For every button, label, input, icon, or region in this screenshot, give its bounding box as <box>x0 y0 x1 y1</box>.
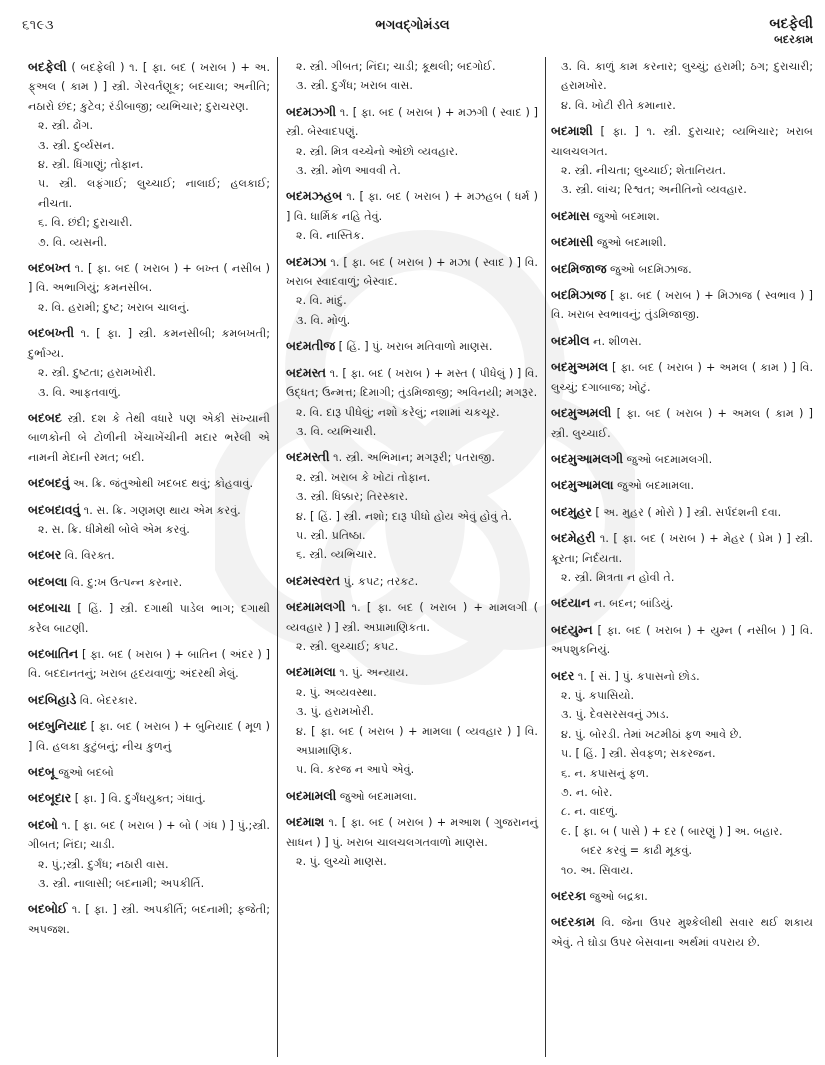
entry-definition <box>551 475 813 495</box>
dictionary-entry <box>286 252 538 331</box>
dictionary-entry <box>28 899 270 939</box>
dictionary-entry <box>286 812 538 871</box>
dictionary-entry <box>551 285 813 325</box>
entry-definition <box>28 716 270 756</box>
dictionary-entry <box>28 716 270 756</box>
entry-definition <box>28 473 270 493</box>
entry-text: જુઓ બદમામલગી. <box>626 452 713 466</box>
dictionary-entry <box>551 357 813 397</box>
entry-headword: બદમામલગી <box>286 599 346 615</box>
entry-headword: બદરકા <box>551 888 587 904</box>
entry-sense: ૨. સ્ત્રી. ઢોંગ. <box>38 119 94 133</box>
entry-headword: બદબદ <box>28 409 62 425</box>
entry-text: વિ. જેના ઉપર મુશ્કેલીથી સવાર થઈ શકાય એવું. તે ઘોડા ઉપર બેસવાના અર્થમાં વપરાય છે. <box>551 916 813 949</box>
entry-text: જુઓ બદ્રકા. <box>589 890 648 904</box>
entry-sense: ૩. પું. હરામખોરી. <box>296 705 374 719</box>
dictionary-entry <box>28 258 270 317</box>
entry-sense: ૨. સ્ત્રી. ગીબત; નિંદા; ચાડી; કૂથલી; બદગોઈ. <box>296 60 496 73</box>
entry-definition <box>286 186 538 226</box>
entry-text: ૧. [ સં. ] પું. કપાસનો છોડ. <box>577 669 700 683</box>
entry-headword: બદબુનિયાદ <box>28 718 87 734</box>
entry-headword: બદબદવું <box>28 475 70 491</box>
entry-sense: ૨. સ્ત્રી. ખરાબ કે ખોટાં તોફાન. <box>296 470 431 484</box>
entry-sense: ૯. [ ફા. બ ( પાસે ) + દર ( બારણું ) ] અ. બહાર. <box>561 824 783 838</box>
entry-definition <box>286 597 538 637</box>
entry-headword: બદમુહર <box>551 503 592 519</box>
entry-sense: ૨. સ્ત્રી. મિત્ર વચ્ચેનો ઓછો વ્યવહાર. <box>296 144 459 158</box>
entry-text: [ હિં. ] પું. ખરાબ મતિવાળો માણસ. <box>338 340 493 354</box>
entry-headword: બદમાસી <box>551 234 594 250</box>
entry-sense: ૨. વિ. નાસ્તિક. <box>296 229 365 243</box>
entry-headword: બદબખ્તી <box>28 325 75 341</box>
entry-headword: બદમામલા <box>286 664 336 680</box>
entry-definition <box>551 121 813 161</box>
dictionary-entry <box>28 473 270 493</box>
entry-headword: બદમિઝાજ <box>551 287 607 303</box>
entry-text: ૧. પું. અન્યાય. <box>339 666 409 680</box>
entry-sense: ૪. [ હિં. ] સ્ત્રી. નશો; દારૂ પીધો હોય એવું હોવું તે. <box>296 509 512 523</box>
entry-sense: ૨. વિ. માંદું. <box>296 294 347 308</box>
entry-headword: બદરકામ <box>551 914 595 930</box>
entry-sense: ૩. સ્ત્રી. દુર્ગંધ; ખરાબ વાસ. <box>296 79 413 93</box>
dictionary-entry <box>28 690 270 710</box>
entry-headword: બદમાશી <box>551 123 593 139</box>
entry-sense: ૨. પું. લુચ્ચો માણસ. <box>296 855 387 869</box>
dictionary-entry <box>28 572 270 592</box>
entry-sense: ૩. વિ. મોળું. <box>296 313 351 327</box>
dictionary-entry <box>551 528 813 587</box>
entry-headword: બદબોઈ <box>28 901 68 917</box>
entry-sense: ૮. ન. વાદળું. <box>561 805 618 819</box>
entry-sense: ૨. સ્ત્રી. લુચ્ચાઈ; કપટ. <box>296 639 399 653</box>
entry-text: ૧. [ ફા. બદ ( ખરાબ ) + મસ્ત ( પીધેલું ) ] વિ. ઉદ્ધત; ઉન્મત્ત; દિમાગી; તુંડમિજાજી; અવિનયી; મગરૂર. <box>286 366 538 400</box>
guide-word-last: બદરકામ <box>774 33 813 46</box>
entry-definition <box>286 252 538 292</box>
entry-text: જુઓ બદમામલા. <box>339 789 417 803</box>
dictionary-entry <box>28 545 270 565</box>
dictionary-entry <box>28 815 270 894</box>
entry-text: [ ફા. ] ૧. સ્ત્રી. દુરાચાર; વ્યભિચાર; ખરાબ ચાલચલગત. <box>551 125 813 158</box>
entry-text: સ્ત્રી. દશ કે તેથી વધારે પણ એકી સંખ્યાની બાળકોની બે ટોળીની ખેંચાખેંચીની મદાર ભરેલી એ નામની મેદાની રમત; બદી. <box>28 411 270 464</box>
dictionary-entry <box>551 259 813 279</box>
entry-text: ૧. [ ફા. બદ ( ખરાબ ) + મામલગી ( વ્યવહાર ) ] સ્ત્રી. અપ્રામાણિકતા. <box>286 601 538 634</box>
dictionary-entry <box>551 403 813 443</box>
entry-definition <box>28 788 270 808</box>
entry-text: ૧. [ ફા. બદ ( ખરાબ ) + બખ્ત ( નસીબ ) ] વિ. અભાગિયું; કમનસીબ. <box>28 262 270 295</box>
entry-definition <box>286 812 538 852</box>
entry-headword: બદમસ્ત <box>286 364 326 380</box>
entry-text: જુઓ બદબો <box>58 766 114 779</box>
entry-sense: ૨. સ્ત્રી. દુષ્ટતા; હરામખોરી. <box>38 366 156 380</box>
page-number: ૬૧૯૩ <box>22 18 55 33</box>
entry-text: [ અ. મુહર ( મોરો ) ] સ્ત્રી. સર્પદંશની દવા. <box>595 505 782 519</box>
dictionary-entry <box>28 788 270 808</box>
entry-definition <box>28 500 270 520</box>
entry-sense: ૪. પું. બોરડી. તેમાં ખટમીઠાં ફળ આવે છે. <box>561 727 742 741</box>
column-1 <box>28 57 270 945</box>
entry-headword: બદબાતિન <box>28 645 79 661</box>
entry-sense: ૩. વિ. વ્યભિચારી. <box>296 424 377 438</box>
entry-headword: બદબૂ <box>28 764 55 779</box>
entry-definition <box>28 644 270 684</box>
entry-sense: ૭. વિ. વ્યસની. <box>38 235 108 249</box>
entry-sense: ૩. સ્ત્રી. લાંચ; રિશ્વત; અનીતિનો વ્યવહાર. <box>561 183 747 197</box>
dictionary-entry <box>551 502 813 522</box>
dictionary-entry <box>551 331 813 351</box>
entry-headword: બદબદાવવું <box>28 501 81 517</box>
entry-text: ૧. [ ફા. બદ ( ખરાબ ) + મઆશ ( ગુજરાનનું સાધન ) ] પું. ખરાબ ચાલચલગતવાળો માણસ. <box>286 816 539 849</box>
dictionary-entry <box>551 206 813 226</box>
entry-definition <box>28 690 270 710</box>
entry-sense: ૧૦. અ. સિવાય. <box>561 863 634 877</box>
entry-headword: બદમુઅમલી <box>551 405 612 421</box>
entry-sense: ૪. સ્ત્રી. ધિંગાણું; તોફાન. <box>38 158 144 172</box>
entry-text: ૧. [ ફા. બદ ( ખરાબ ) + મઝહબ ( ધર્મ ) ] વિ. ધાર્મિક નહિ તેવું. <box>286 190 539 223</box>
dictionary-entry <box>551 886 813 906</box>
dictionary-entry <box>551 121 813 200</box>
dictionary-entry <box>286 571 538 591</box>
entry-headword: બદમઝા <box>286 253 327 269</box>
page-header <box>0 0 825 50</box>
entry-definition <box>551 528 813 568</box>
entry-sense: ૫. સ્ત્રી. પ્રતિષ્ઠા. <box>296 528 366 542</box>
dictionary-entry <box>286 597 538 656</box>
entry-headword: બદમાશ <box>286 814 325 830</box>
entry-text: ૧. [ ફા. ] સ્ત્રી. કમનસીબી; કમબખતી; દુર્ભાગ્ય. <box>28 327 270 360</box>
dictionary-entry <box>28 598 270 638</box>
entry-sense: ૪. વિ. ખોટી રીતે કમાનાર. <box>561 98 676 112</box>
entry-text: જુઓ બદમિઝાજ. <box>610 262 692 276</box>
entry-sense: ૪. [ ફા. બદ ( ખરાબ ) + મામલા ( વ્યવહાર ) ] વિ. અપ્રામાણિક. <box>296 724 538 757</box>
entry-text: ૧. [ ફા. ] સ્ત્રી. અપકીર્તિ; બદનામી; ફજેતી; અપજશ. <box>28 903 270 936</box>
entry-sense: ૩. વિ. કાળું કામ કરનાર; લુચ્ચું; હરામી; ઠગ; દુરાચારી; હરામખોર. <box>561 60 813 93</box>
entry-headword: બદમસ્તી <box>286 449 330 465</box>
entry-text: ૧. [ ફા. બદ ( ખરાબ ) + મેહર ( પ્રેમ ) ] સ્ત્રી. ક્રૂરતા; નિર્દયતા. <box>551 532 813 565</box>
entry-headword: બદમસ્વરત <box>286 572 341 588</box>
column-3 <box>551 57 813 958</box>
entry-headword: બદમઝહબ <box>286 188 343 204</box>
entry-text: ૧. સ. ક્રિ. ગણમણ થાય એમ કરવું. <box>83 503 241 517</box>
entry-text: ન. બદન; બાંડિયું. <box>593 597 674 611</box>
entry-sense: ૫. [ હિં. ] સ્ત્રી. સેવફળ; સકરજન. <box>561 747 716 761</box>
entry-headword: બદબો <box>28 816 58 832</box>
entry-text: ૧. [ ફા. બદ ( ખરાબ ) + મઝગી ( સ્વાદ ) ] સ્ત્રી. બેસ્વાદપણું. <box>286 105 538 139</box>
entry-text: વિ. વિરક્ત. <box>64 549 115 563</box>
dictionary-entry <box>286 662 538 779</box>
entry-headword: બદમામલી <box>286 787 337 803</box>
entry-definition <box>551 886 813 906</box>
entry-headword: બદયાન <box>551 595 591 611</box>
entry-definition <box>28 598 270 638</box>
entry-text: [ ફા. ] વિ. દુર્ગંધયુક્ત; ગંધાતું. <box>74 792 206 806</box>
entry-definition <box>28 762 270 782</box>
column-2 <box>286 57 538 877</box>
entry-sense: ૬. વિ. છંદી; દુરાચારી. <box>38 216 133 230</box>
entry-sense: ૫. સ્ત્રી. લફંગાઈ; લુચ્ચાઈ; નાલાઈ; હલકાઈ; નીચતા. <box>38 177 270 210</box>
entry-headword: બદમીલ <box>551 332 590 348</box>
column-divider <box>545 57 546 1057</box>
entry-definition <box>551 593 813 613</box>
column-divider <box>277 57 278 1057</box>
entry-headword: બદમઝગી <box>286 103 337 119</box>
dictionary-entry <box>28 57 270 252</box>
dictionary-entry <box>28 500 270 540</box>
entry-text: [ ફા. બદ ( ખરાબ ) + બાતિન ( અંદર ) ] વિ. બદદાનતનું; ખરાબ હૃદયવાળું; અંદરથી મેલું. <box>28 647 270 681</box>
entry-headword: બદયુમ્ન <box>551 621 593 637</box>
entry-headword: બદબિહાડે <box>28 691 77 707</box>
entry-sense: ૨. પું. કપાસિયો. <box>561 688 635 702</box>
guide-word-first: બદફેલી <box>769 16 813 32</box>
entry-definition <box>28 408 270 467</box>
dictionary-entry <box>551 912 813 952</box>
entry-sense: ૨. સ. ક્રિ. ધીમેથી બોલે એમ કરવું. <box>38 522 190 536</box>
entry-text: ૧. [ ફા. બદ ( ખરાબ ) + મઝા ( સ્વાદ ) ] વિ. ખરાબ સ્વાદવાળું; બેસ્વાદ. <box>286 255 538 289</box>
dictionary-entry <box>286 447 538 564</box>
entry-headword: બદબખ્ત <box>28 260 71 276</box>
entry-text: ૧. સ્ત્રી. અભિમાન; મગરૂરી; પતરાજી. <box>333 451 495 465</box>
entry-sense: ૨. પું.;સ્ત્રી. દુર્ગંધ; નઠારી વાસ. <box>38 857 169 871</box>
guide-words <box>769 16 813 48</box>
entry-sense: ૩. સ્ત્રી. નાલાસી; બદનામી; અપકીર્તિ. <box>38 877 205 891</box>
entry-text: ૧. [ ફા. બદ ( ખરાબ ) + બો ( ગંધ ) ] પું.;સ્ત્રી. ગીબત; નિંદા; ચાડી. <box>28 818 270 852</box>
entry-definition <box>551 502 813 522</box>
entry-definition <box>551 620 813 660</box>
dictionary-entry <box>286 363 538 442</box>
entry-definition <box>551 666 813 686</box>
entry-text: ( બદફેલી ) ૧. [ ફા. બદ ( ખરાબ ) + અ. ફ્અલ ( કામ ) ] સ્ત્રી. ગેરવર્તણૂક; બદચાલ; અનીતિ; નઠારો છંદ; કુટેવ; રંડીબાજી; વ્યભિચાર; દુરાચરણ. <box>28 61 271 113</box>
entry-text: [ ફા. બદ ( ખરાબ ) + અમલ ( કામ ) ] વિ. લુચ્ચું; દગાબાજ; ખોટું. <box>551 361 814 394</box>
entry-sense: ૨. વિ. હરામી; દુષ્ટ; ખરાબ ચાલનું. <box>38 300 190 314</box>
entry-text: જુઓ બદમામલા. <box>617 479 695 493</box>
dictionary-entry <box>286 786 538 806</box>
book-title: ભગવદ્ગોમંડલ <box>375 18 450 33</box>
entry-definition <box>551 403 813 443</box>
dictionary-entry <box>28 644 270 684</box>
entry-definition <box>286 336 538 356</box>
entry-definition <box>286 786 538 806</box>
entry-definition <box>28 899 270 939</box>
entry-text: અ. ક્રિ. જંતુઓથી ખદબદ થવું; કોહવાવું. <box>73 477 254 491</box>
entry-definition <box>28 57 270 116</box>
dictionary-entry <box>551 475 813 495</box>
entry-headword: બદબૂદાર <box>28 790 72 806</box>
entry-definition <box>551 331 813 351</box>
entry-sense: ૬. ન. કપાસનું ફળ. <box>561 766 649 780</box>
entry-sense: ૫. વિ. કરજ ન આપે એવું. <box>296 763 415 777</box>
entry-definition <box>551 259 813 279</box>
entry-sense: ૩. વિ. આફતવાળું. <box>38 385 121 399</box>
entry-definition <box>28 572 270 592</box>
entry-definition <box>28 258 270 298</box>
dictionary-entry <box>286 336 538 356</box>
entry-text: [ ફા. બદ ( ખરાબ ) + યુમ્ન ( નસીબ ) ] વિ. અપશુકનિયું. <box>551 623 814 657</box>
entry-sense: ૨. સ્ત્રી. મિત્રતા ન હોવી તે. <box>561 570 675 584</box>
entry-headword: બદબર <box>28 547 62 563</box>
entry-sense: ૨. વિ. દારૂ પીધેલું; નશો કરેલું; નશામાં ચકચૂર. <box>296 405 500 419</box>
entry-definition <box>551 232 813 252</box>
entry-definition <box>551 449 813 469</box>
dictionary-entry <box>286 57 538 96</box>
entry-sense: ૭. ન. બોર. <box>561 786 613 799</box>
entry-headword: બદર <box>551 667 575 683</box>
dictionary-columns <box>0 57 825 1057</box>
entry-headword: બદમુઆમલા <box>551 477 614 493</box>
entry-text: [ ફા. બદ ( ખરાબ ) + મિઝાજ ( સ્વભાવ ) ] વિ. ખરાબ સ્વભાવનું; તુંડમિજાજી. <box>551 289 814 322</box>
entry-sense: ૩. સ્ત્રી. દુર્વ્યસન. <box>38 138 115 152</box>
entry-text: વિ. દુ:ખ ઉત્પન્ન કરનાર. <box>70 575 183 589</box>
dictionary-entry <box>551 449 813 469</box>
dictionary-entry <box>551 57 813 115</box>
entry-sense: ૨. પું. અવ્યવસ્થા. <box>296 685 377 699</box>
entry-headword: બદમતીજ <box>286 338 336 354</box>
entry-text: જુઓ બદમાશી. <box>596 236 667 250</box>
dictionary-entry <box>551 666 813 880</box>
dictionary-entry <box>286 186 538 245</box>
entry-sense: ૩. પું. દેવસરસવનું ઝાડ. <box>561 708 670 722</box>
entry-text: [ ફા. બદ ( ખરાબ ) + બુનિયાદ ( મૂળ ) ] વિ. હલકા કુટુંબનું; નીચ કુળનું <box>28 720 270 753</box>
dictionary-entry <box>28 323 270 402</box>
entry-text: પું. કપટ; તરકટ. <box>343 574 419 588</box>
entry-definition <box>286 363 538 403</box>
entry-text: જુઓ બદમાશ. <box>593 209 660 223</box>
entry-definition <box>286 571 538 591</box>
entry-definition <box>286 447 538 467</box>
dictionary-entry <box>28 762 270 782</box>
entry-example: બદર કરવું = કાઢી મૂકવું. <box>581 844 692 858</box>
entry-definition <box>286 662 538 682</box>
entry-text: [ હિં. ] સ્ત્રી. દગાથી પાડેલ ભાગ; દગાથી કરેલ બાટણી. <box>28 602 270 635</box>
entry-sense: ૨. સ્ત્રી. નીચતા; લુચ્ચાઈ; શેતાનિયત. <box>561 164 726 178</box>
entry-definition <box>551 285 813 325</box>
entry-headword: બદમિજાજ <box>551 260 607 276</box>
entry-headword: બદમેહરી <box>551 530 596 546</box>
entry-definition <box>551 912 813 952</box>
entry-sense: ૬. સ્ત્રી. વ્યભિચાર. <box>296 548 377 562</box>
entry-definition <box>28 323 270 363</box>
entry-definition <box>286 102 538 142</box>
dictionary-entry <box>28 408 270 467</box>
entry-definition <box>551 357 813 397</box>
entry-definition <box>551 206 813 226</box>
entry-headword: બદમુઅમલ <box>551 359 608 375</box>
entry-text: [ ફા. બદ ( ખરાબ ) + અમલ ( કામ ) ] સ્ત્રી. લુચ્ચાઈ. <box>551 407 813 440</box>
entry-text: ન. શીળસ. <box>593 334 642 348</box>
entry-definition <box>28 815 270 855</box>
dictionary-entry <box>551 620 813 660</box>
entry-definition <box>28 545 270 565</box>
dictionary-entry <box>286 102 538 181</box>
entry-headword: બદમુઆમલગી <box>551 450 624 466</box>
dictionary-entry <box>551 593 813 613</box>
entry-headword: બદબાચા <box>28 600 71 616</box>
entry-headword: બદબલા <box>28 573 68 589</box>
entry-headword: બદમાસ <box>551 207 590 223</box>
entry-sense: ૩. સ્ત્રી. મોળ આવવી તે. <box>296 164 401 178</box>
entry-text: વિ. બેદરકાર. <box>79 693 138 707</box>
entry-headword: બદફેલી <box>28 59 67 74</box>
dictionary-entry <box>551 232 813 252</box>
entry-sense: ૩. સ્ત્રી. ધિક્કાર; તિરસ્કાર. <box>296 490 409 504</box>
